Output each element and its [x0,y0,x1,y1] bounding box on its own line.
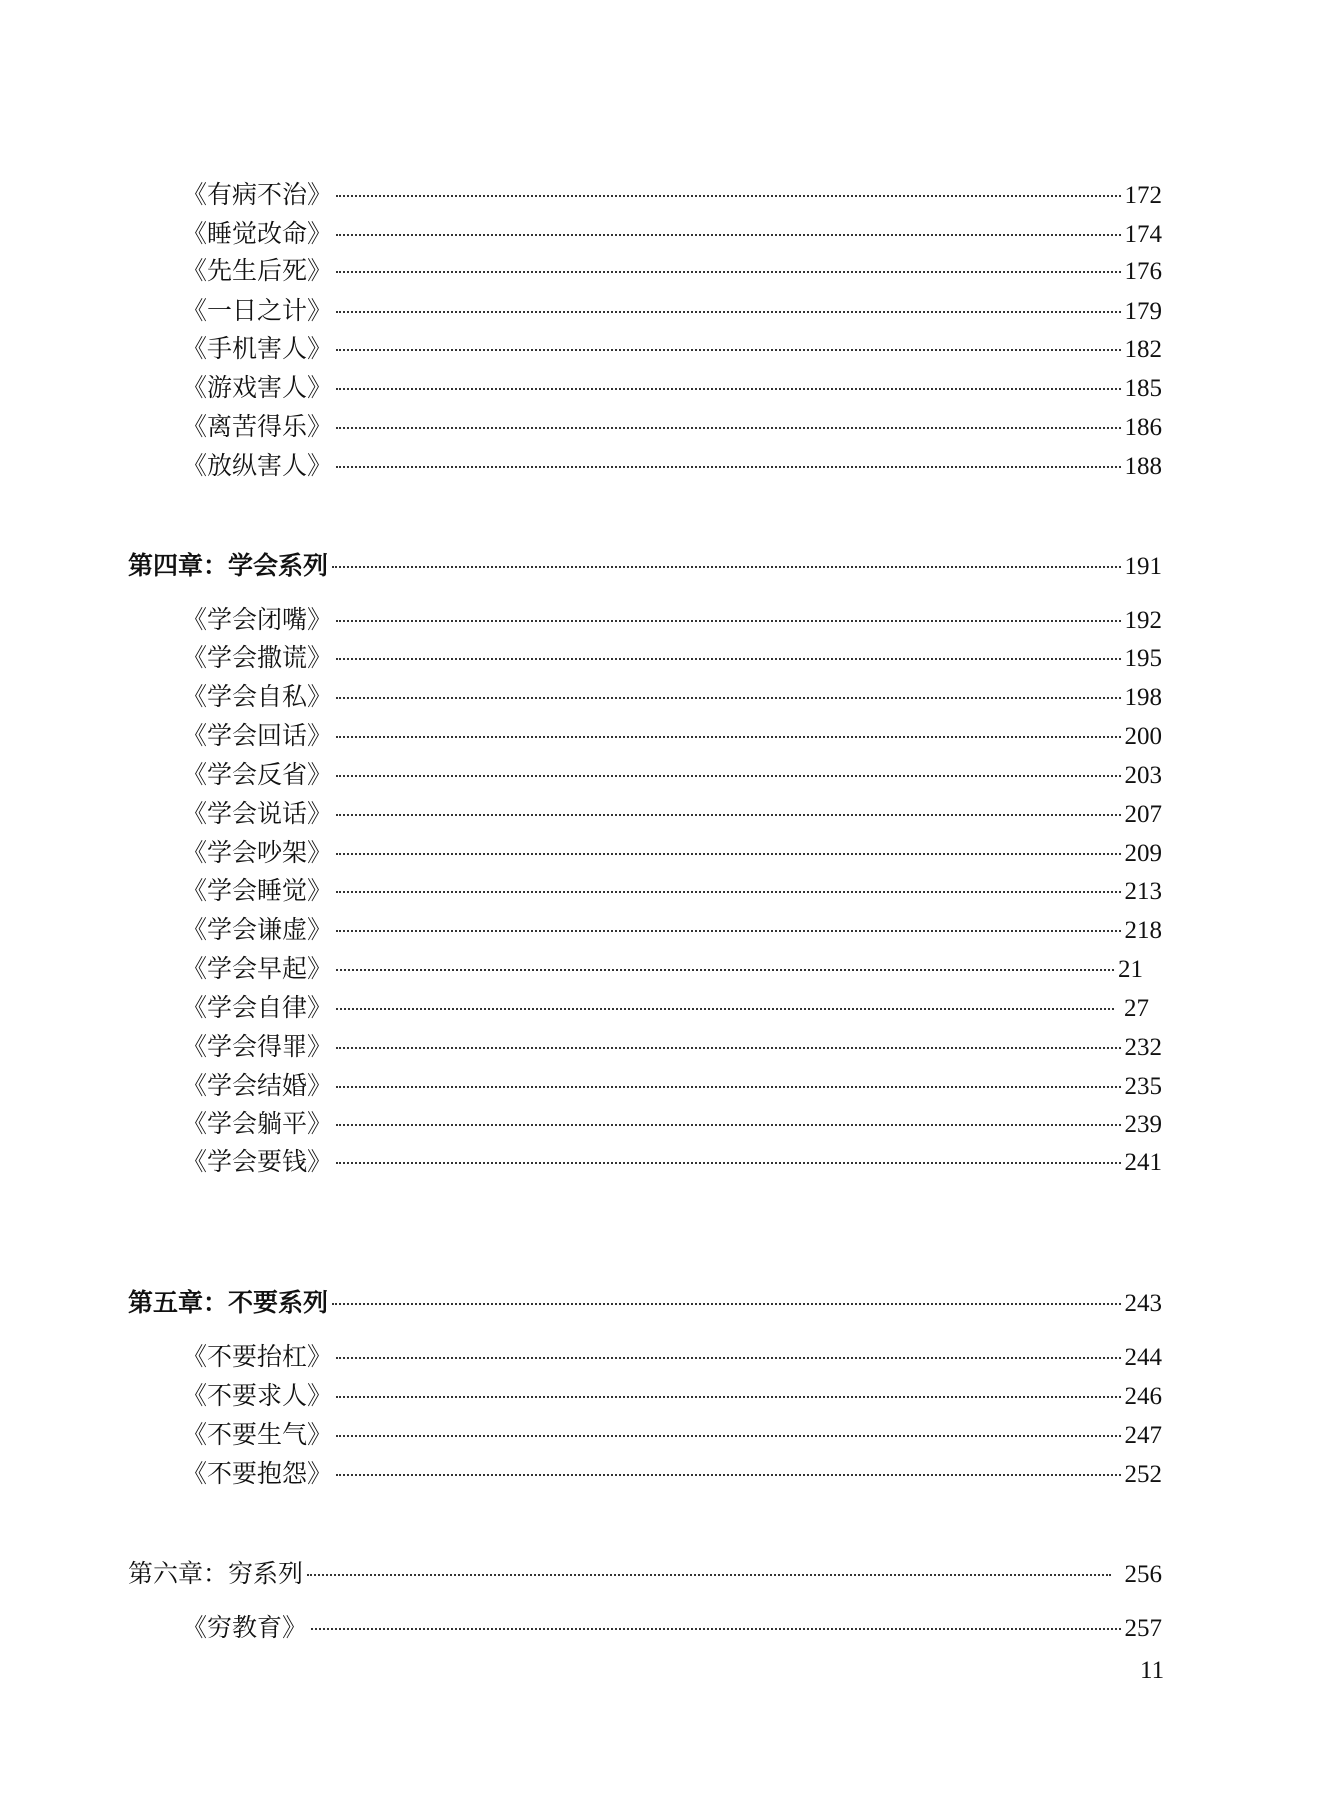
entry-page: 186 [1124,414,1162,441]
toc-entry [182,876,1162,907]
entry-page: 185 [1124,375,1162,402]
dot-leader [336,969,1114,971]
toc-entry [182,180,1162,211]
dot-leader [307,1574,1110,1576]
entry-title: 《学会反省》 [182,760,333,789]
dot-leader [336,1086,1120,1088]
dot-leader [336,466,1120,468]
dot-leader [336,1435,1120,1437]
entry-page: 174 [1124,221,1162,248]
dot-leader [336,930,1120,932]
dot-leader [332,1303,1120,1305]
dot-leader [336,1357,1120,1359]
dot-leader [336,349,1120,351]
toc-entry [182,296,1162,327]
entry-title: 《先生后死》 [182,256,333,285]
entry-title: 《不要生气》 [182,1420,333,1449]
dot-leader [336,1008,1114,1010]
entry-page: 172 [1124,182,1162,209]
entry-title: 《学会闭嘴》 [182,605,333,634]
toc-entry [182,954,1162,985]
chapter-title: 第五章：不要系列 [128,1288,329,1317]
dot-leader [336,1474,1120,1476]
entry-page: 188 [1124,453,1162,480]
dot-leader [336,427,1120,429]
toc-entry [182,1032,1162,1063]
entry-page: 27 [1124,995,1149,1022]
entry-page: 207 [1124,801,1162,828]
chapter-heading [128,551,1162,582]
dot-leader [336,814,1120,816]
toc-entry [182,605,1162,636]
entry-title: 《穷教育》 [182,1613,308,1642]
entry-title: 《有病不治》 [182,180,333,209]
toc-entry [182,219,1162,250]
toc-entry [182,643,1162,674]
entry-title: 《学会结婚》 [182,1071,333,1100]
entry-title: 《不要抱怨》 [182,1459,333,1488]
dot-leader [336,271,1120,273]
entry-title: 《睡觉改命》 [182,219,333,248]
dot-leader [336,311,1120,313]
toc-entry [182,760,1162,791]
dot-leader [336,853,1120,855]
chapter-heading [128,1288,1162,1319]
toc-entry [182,1381,1162,1412]
entry-title: 《学会自私》 [182,682,333,711]
dot-leader [336,1396,1120,1398]
entry-page: 198 [1124,684,1162,711]
toc-entry [182,799,1162,830]
entry-title: 《学会撒谎》 [182,643,333,672]
entry-title: 《学会要钱》 [182,1147,333,1176]
entry-page: 21 [1118,956,1143,983]
entry-page: 252 [1124,1461,1162,1488]
entry-page: 195 [1124,645,1162,672]
entry-page: 176 [1124,258,1162,285]
entry-title: 《不要抬杠》 [182,1342,333,1371]
entry-page: 247 [1124,1422,1162,1449]
chapter-title: 第四章：学会系列 [128,551,329,580]
toc-entry [182,373,1162,404]
toc-entry [182,1147,1162,1178]
entry-title: 《学会躺平》 [182,1109,333,1138]
chapter-heading [128,1559,1162,1590]
dot-leader [336,620,1120,622]
entry-page: 192 [1124,607,1162,634]
chapter-page: 191 [1124,553,1162,580]
toc-entry [182,451,1162,482]
entry-title: 《放纵害人》 [182,451,333,480]
entry-page: 209 [1124,840,1162,867]
entry-title: 《学会说话》 [182,799,333,828]
entry-page: 200 [1124,723,1162,750]
toc-entry [182,334,1162,365]
dot-leader [336,1162,1120,1164]
toc-entry [182,1613,1162,1644]
entry-page: 182 [1124,336,1162,363]
entry-page: 213 [1124,878,1162,905]
dot-leader [336,1124,1120,1126]
dot-leader [336,234,1120,236]
toc-entry [182,1459,1162,1490]
toc-entry [182,838,1162,869]
dot-leader [336,736,1120,738]
entry-page: 239 [1124,1111,1162,1138]
toc-entry [182,1071,1162,1102]
entry-page: 235 [1124,1073,1162,1100]
entry-title: 《学会回话》 [182,721,333,750]
entry-page: 232 [1124,1034,1162,1061]
toc-entry [182,682,1162,713]
toc-entry [182,1420,1162,1451]
dot-leader [336,658,1120,660]
dot-leader [336,195,1120,197]
toc-entry [182,1342,1162,1373]
entry-title: 《学会早起》 [182,954,333,983]
entry-page: 257 [1124,1615,1162,1642]
entry-page: 246 [1124,1383,1162,1410]
dot-leader [311,1628,1120,1630]
page-number: 11 [1140,1657,1165,1684]
toc-entry [182,412,1162,443]
entry-title: 《学会睡觉》 [182,876,333,905]
dot-leader [336,891,1120,893]
chapter-title: 第六章：穷系列 [128,1559,304,1588]
dot-leader [336,1047,1120,1049]
toc-entry [182,256,1162,287]
entry-title: 《学会自律》 [182,993,333,1022]
entry-title: 《一日之计》 [182,296,333,325]
toc-entry [182,993,1162,1024]
entry-title: 《学会吵架》 [182,838,333,867]
dot-leader [336,775,1120,777]
toc-entry [182,915,1162,946]
entry-title: 《离苦得乐》 [182,412,333,441]
dot-leader [336,697,1120,699]
entry-page: 244 [1124,1344,1162,1371]
entry-page: 218 [1124,917,1162,944]
entry-page: 179 [1124,298,1162,325]
entry-title: 《学会得罪》 [182,1032,333,1061]
entry-page: 241 [1124,1149,1162,1176]
entry-title: 《游戏害人》 [182,373,333,402]
toc-entry [182,1109,1162,1140]
entry-title: 《手机害人》 [182,334,333,363]
dot-leader [332,566,1120,568]
entry-title: 《不要求人》 [182,1381,333,1410]
chapter-page: 256 [1124,1561,1162,1588]
chapter-page: 243 [1124,1290,1162,1317]
entry-title: 《学会谦虚》 [182,915,333,944]
toc-entry [182,721,1162,752]
dot-leader [336,388,1120,390]
entry-page: 203 [1124,762,1162,789]
